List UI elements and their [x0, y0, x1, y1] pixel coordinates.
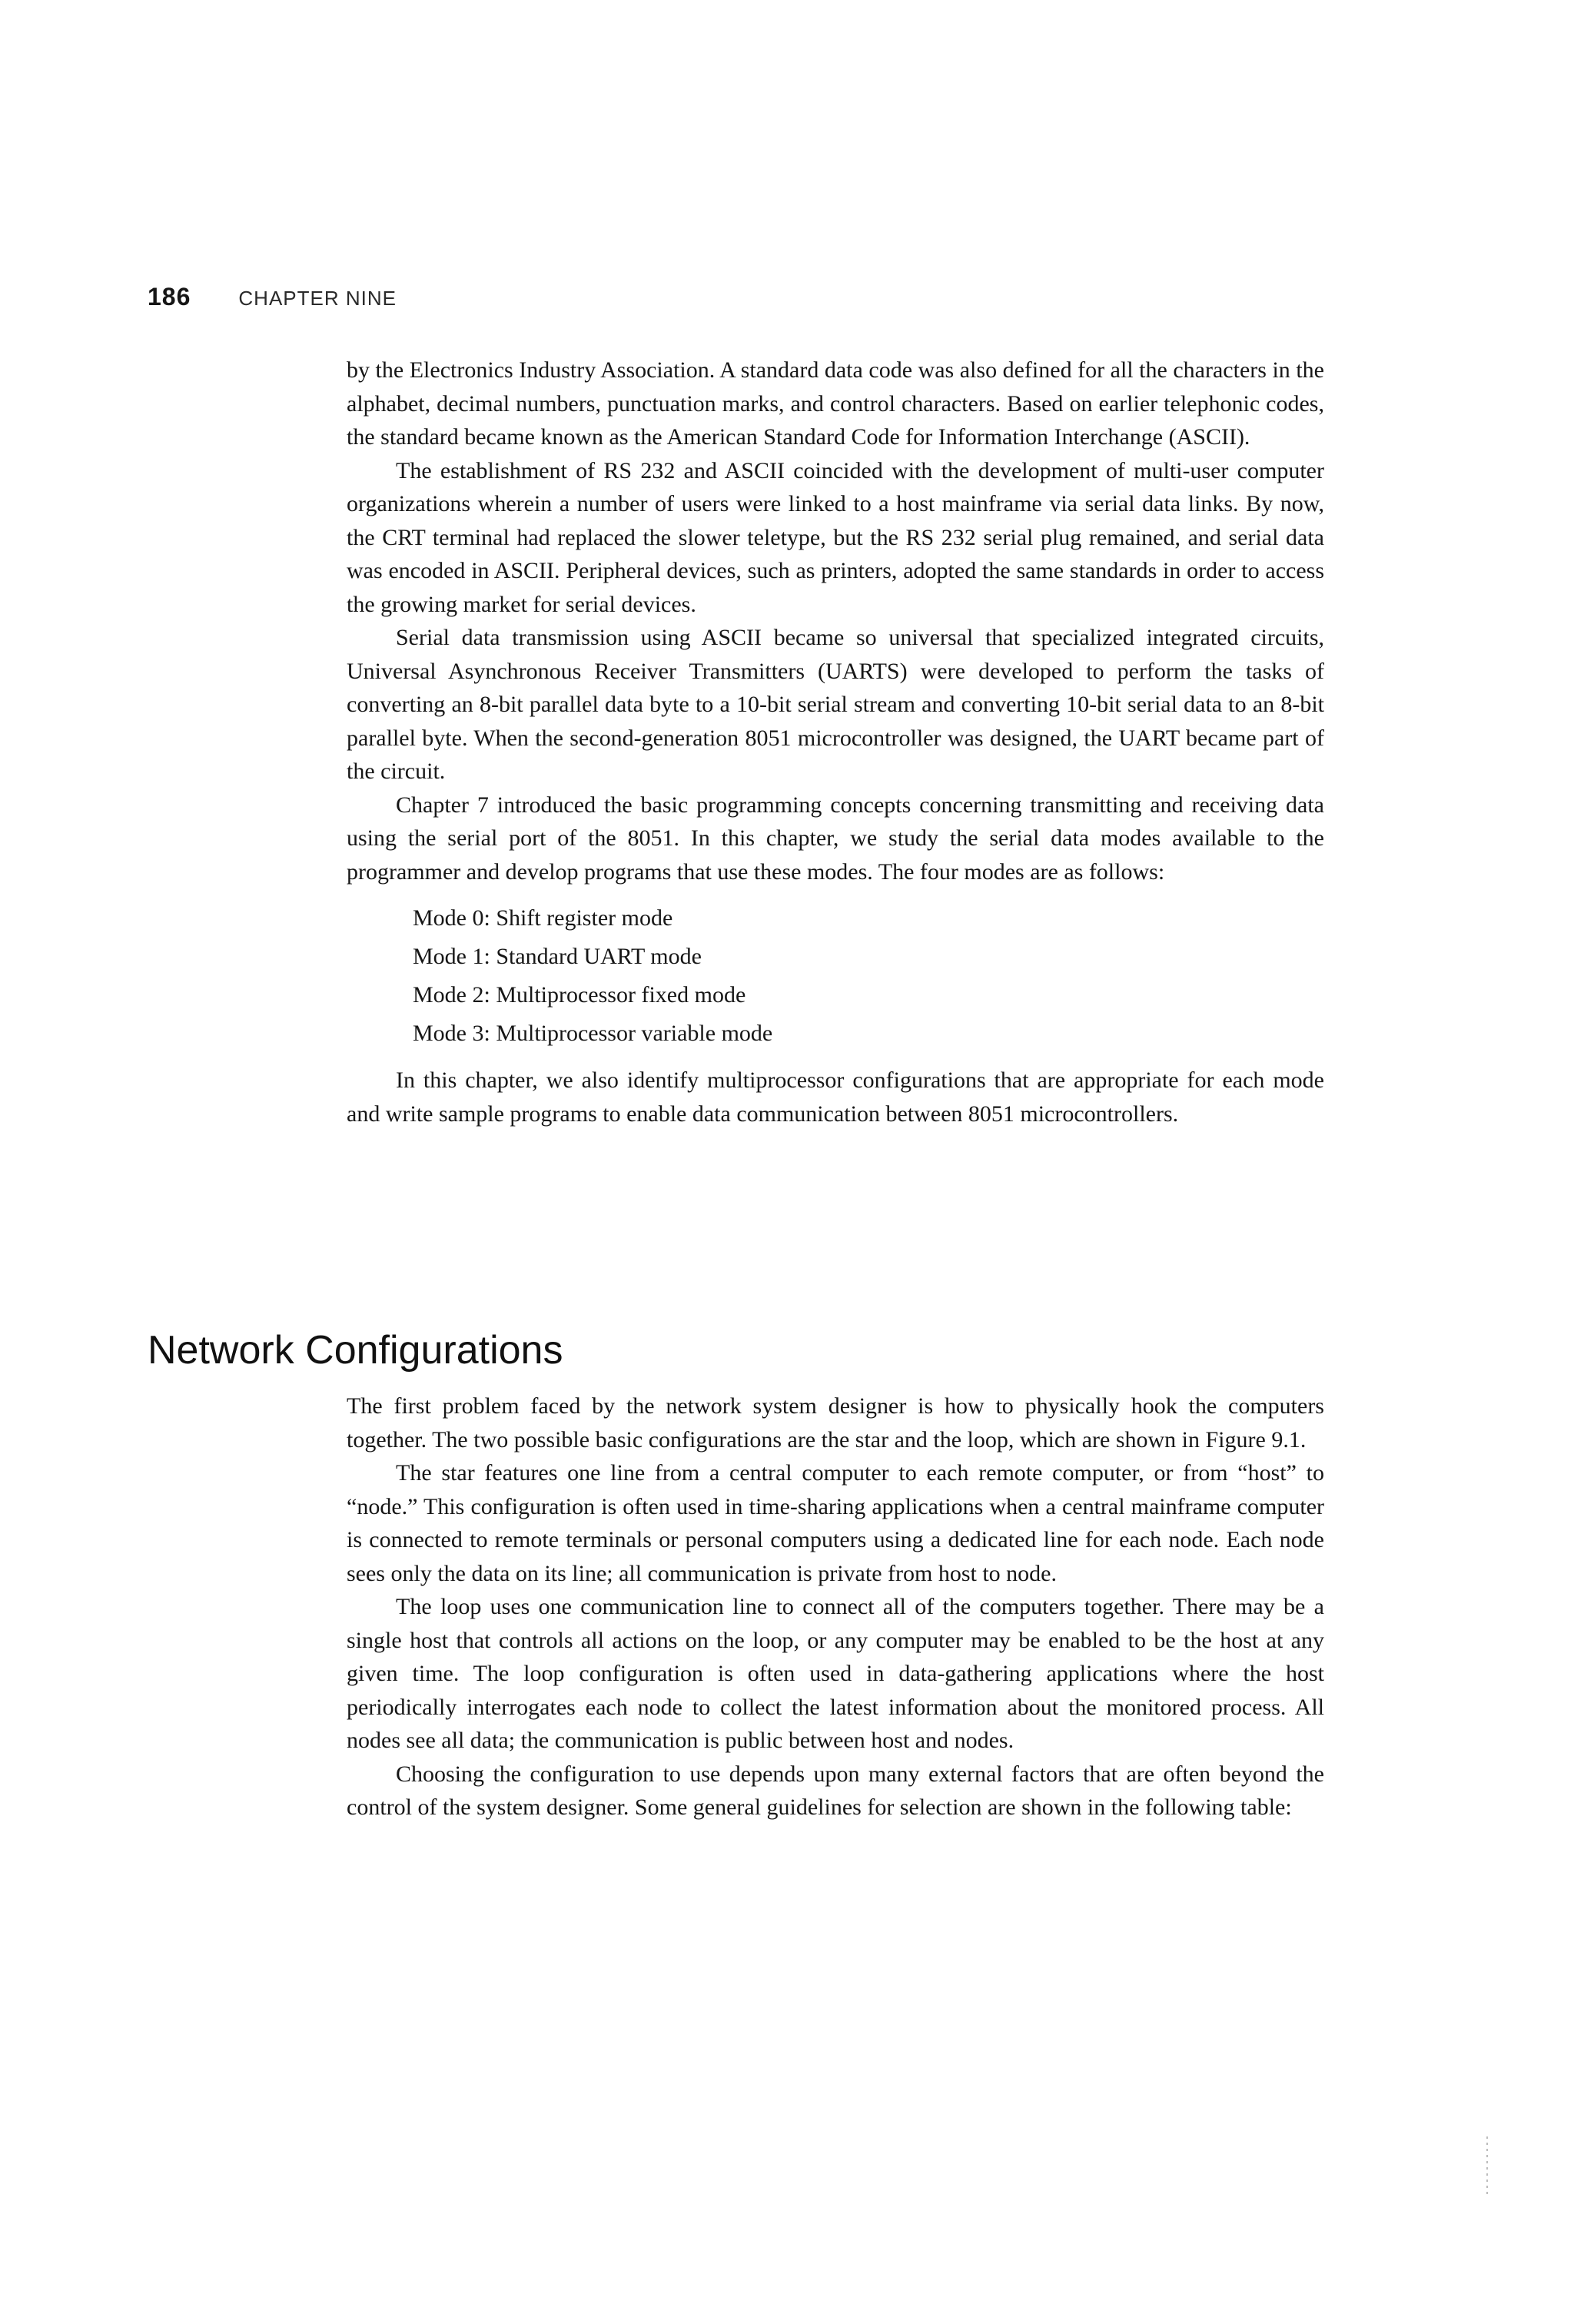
intro-paragraph-4: Chapter 7 introduced the basic programming concepts concerning transmitting and receiving data using the serial port of the 8051. In this chapter, we study the serial data modes available to the programmer and develop programs that use these modes. The four modes are as follows:: [347, 792, 1324, 885]
mode-item-1: Mode 1: Standard UART mode: [413, 944, 702, 969]
intro-paragraph-3: Serial data transmission using ASCII became so universal that specialized integrated circuits, Universal Asynchronous Receiver Transmitters (UARTS) were developed to perform the tasks of converting an 8-bit parallel data byte to a 10-bit serial stream and converting 10-bit serial data to an 8-bit parallel byte. When the second-generation 8051 microcontroller was designed, the UART became part of the circuit.: [347, 625, 1324, 784]
mode-item-3: Mode 3: Multiprocessor variable mode: [413, 1021, 773, 1046]
page-number: 186: [148, 283, 191, 310]
network-paragraph-4: Choosing the configuration to use depends upon many external factors that are often beyond the control of the system designer. Some general guidelines for selection are shown in the following table:: [347, 1761, 1324, 1820]
network-paragraph-3: The loop uses one communication line to connect all of the computers together. There may be a single host that controls all actions on the loop, or any computer may be enabled to be the host at any given time. The loop configuration is often used in data-gathering applications where the host periodically interrogates each node to collect the latest information about the monitored process. All nodes see all data; the communication is public between host and nodes.: [347, 1594, 1324, 1753]
network-paragraph-1: The first problem faced by the network system designer is how to physically hook the computers together. The two possible basic configurations are the star and the loop, which are shown in Figure 9.1.: [347, 1393, 1324, 1452]
section-heading-network-configurations: Network Configurations: [148, 1328, 563, 1373]
network-section: [347, 1389, 1324, 1824]
network-paragraph-2: The star features one line from a central computer to each remote computer, or from “host” to “node.” This configuration is often used in time-sharing applications when a central mainframe computer is connected to remote terminals or personal computers using a dedicated line for each node. Each node sees only the data on its line; all communication is private from host to node.: [347, 1460, 1324, 1586]
intro-closing-paragraph: In this chapter, we also identify multiprocessor configurations that are appropriate for each mode and write sample programs to enable data communication between 8051 microcontrollers.: [347, 1067, 1324, 1127]
serial-mode-list: [413, 899, 1324, 1053]
mode-item-2: Mode 2: Multiprocessor fixed mode: [413, 982, 746, 1008]
scan-artifact-mark: [1486, 2136, 1488, 2198]
mode-item-0: Mode 0: Shift register mode: [413, 905, 673, 931]
chapter-label: CHAPTER NINE: [238, 287, 397, 310]
intro-paragraph-2: The establishment of RS 232 and ASCII coincided with the development of multi-user computer organizations wherein a number of users were linked to a host mainframe via serial data links. By now, the CRT terminal had replaced the slower teletype, but the RS 232 serial plug remained, and serial data was encoded in ASCII. Peripheral devices, such as printers, adopted the same standards in order to access the growing market for serial devices.: [347, 457, 1324, 617]
intro-paragraph-1: by the Electronics Industry Association. A standard data code was also defined for all the characters in the alphabet, decimal numbers, punctuation marks, and control characters. Based on earlier telephonic codes, the standard became known as the American Standard Code for Information Interchange (ASCII).: [347, 357, 1324, 450]
intro-section: [347, 354, 1324, 1130]
running-head: [148, 283, 397, 317]
